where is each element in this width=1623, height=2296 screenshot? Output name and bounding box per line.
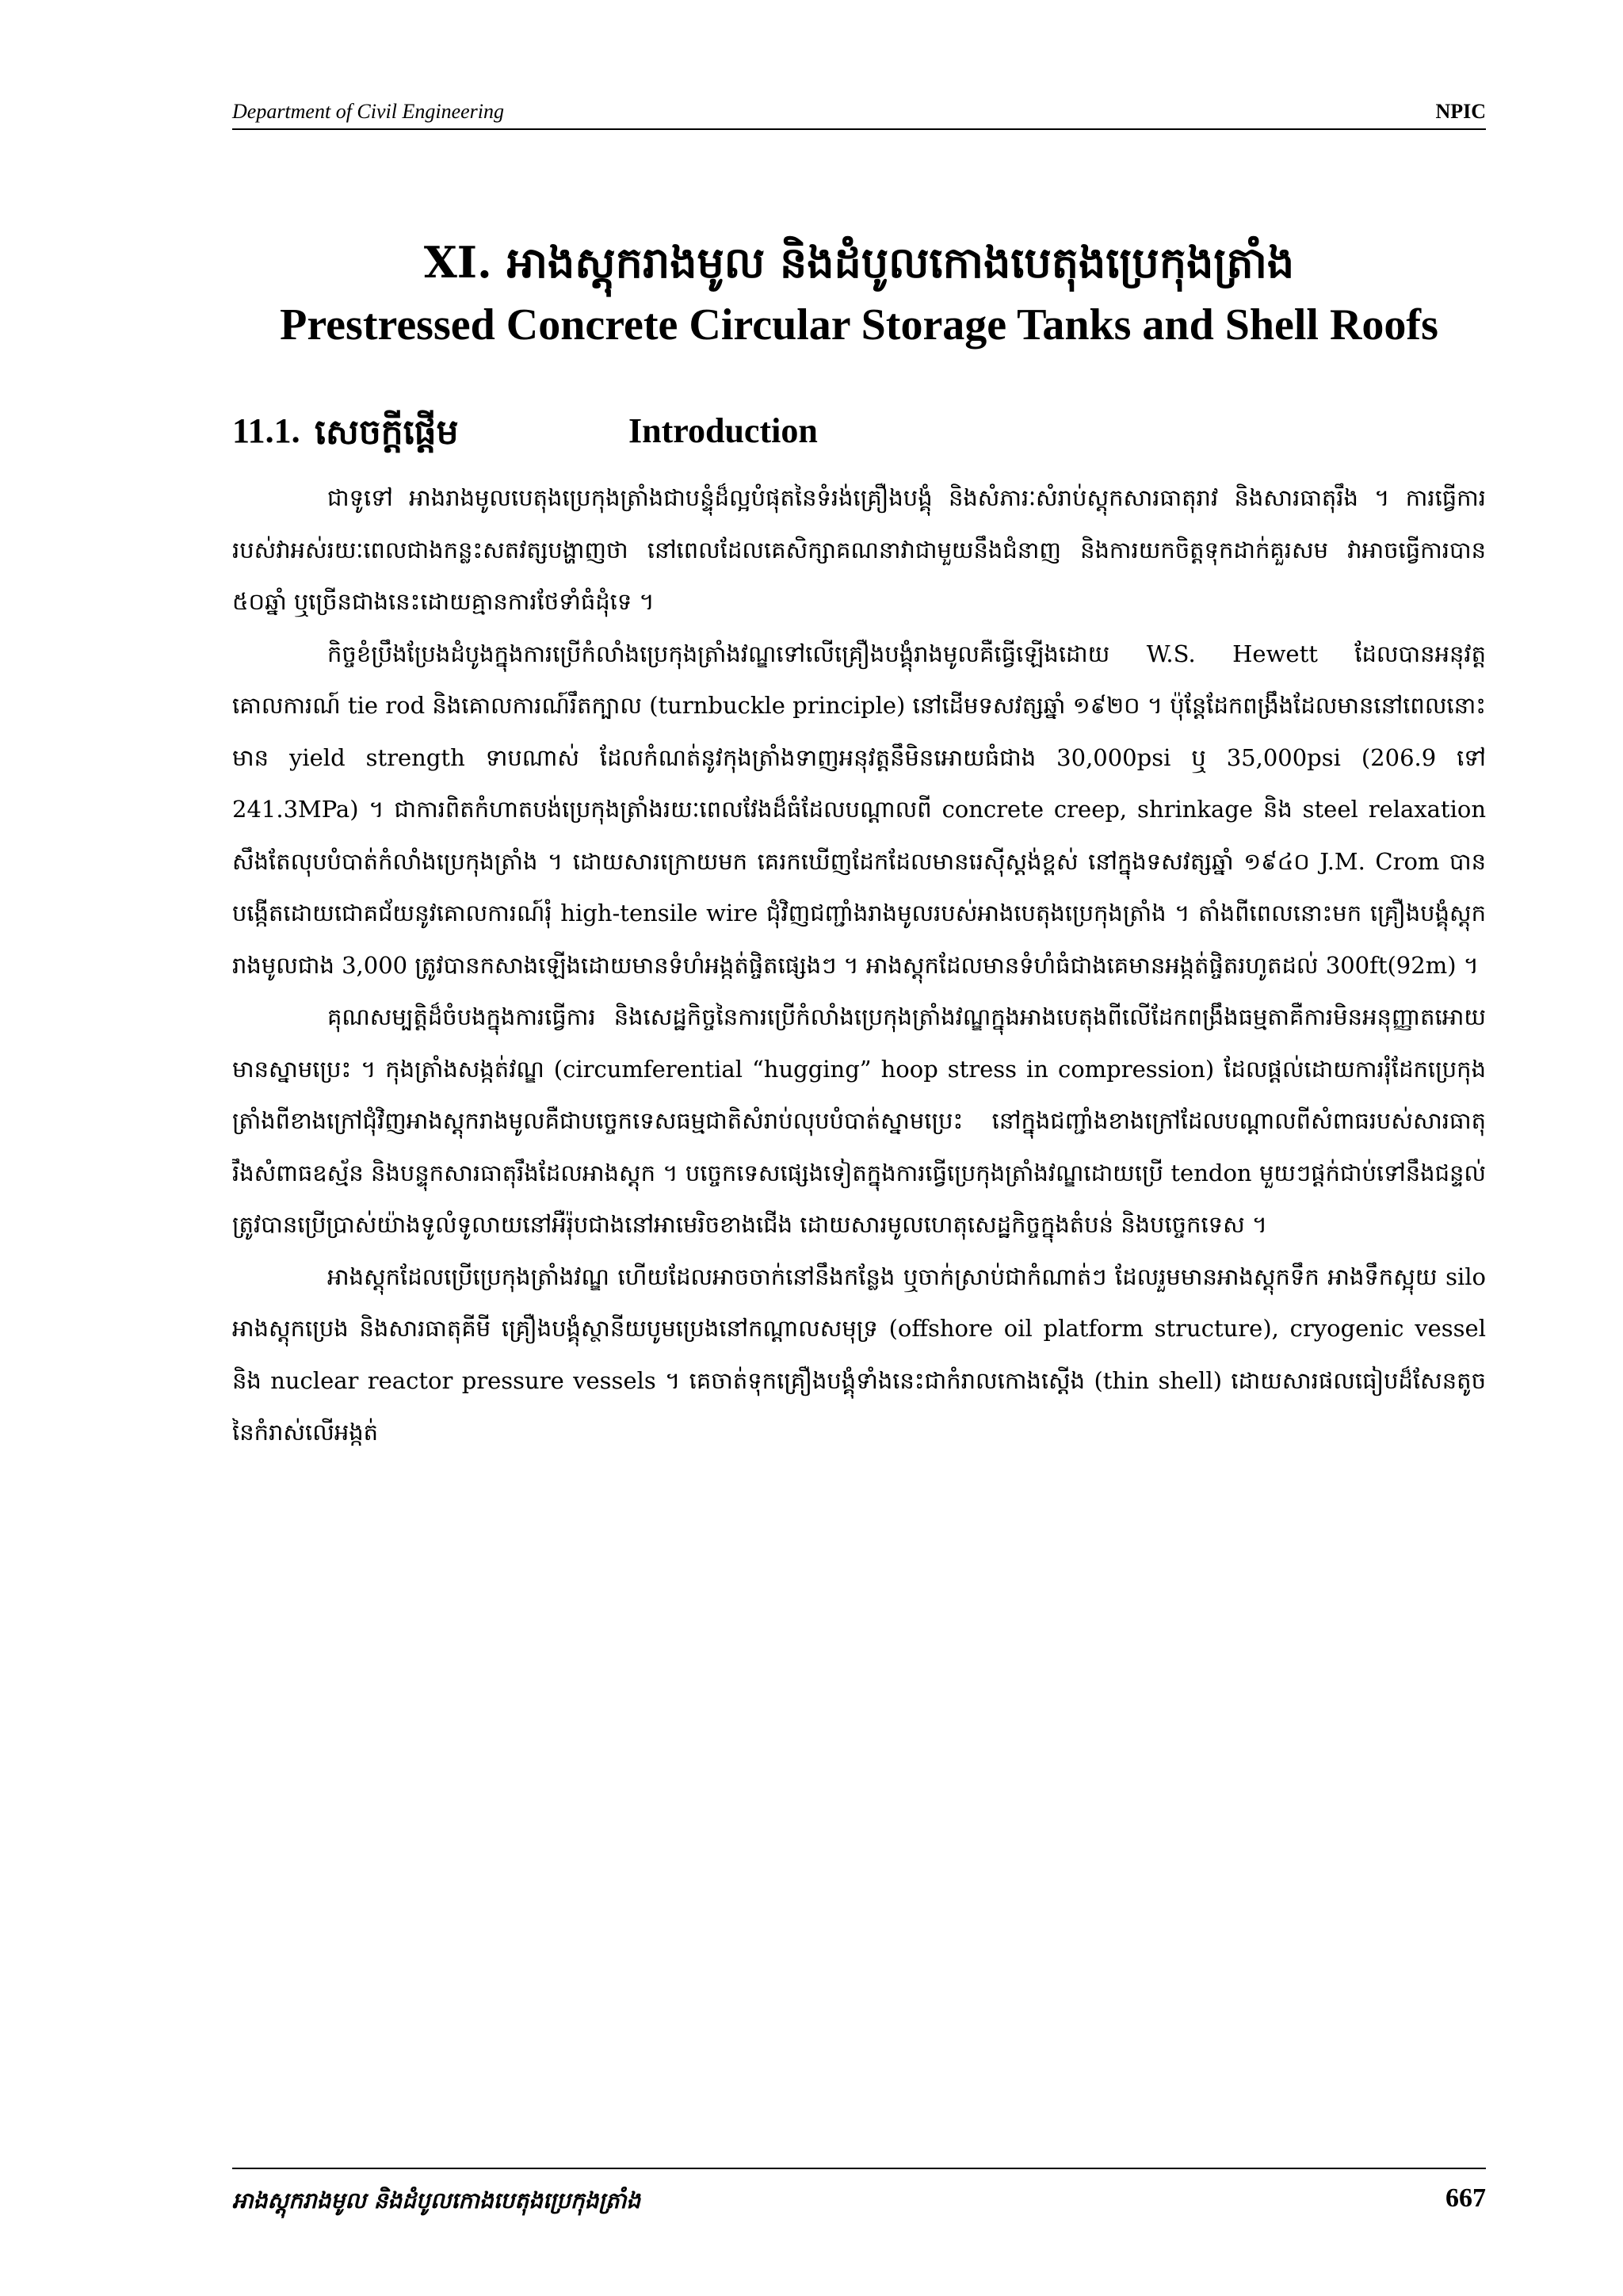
chapter-title-english: Prestressed Concrete Circular Storage Tanks and Shell Roofs (280, 300, 1438, 350)
page-footer (232, 2168, 1486, 2217)
page-header (232, 97, 1486, 130)
header-department: Department of Civil Engineering (232, 100, 505, 123)
paragraph: គុណសម្បត្តិដ៏ចំបងក្នុងការធ្វើការ និងសេដ្ឋកិច្ចនៃការប្រើកំលាំងប្រេកុងត្រាំងវណ្ឌក្នុងអាងបេតុងពីលើដែកពង្រឹងធម្មតាគឺការមិនអនុញ្ញាតអោយមានស្នាមប្រេះ ។ កុងត្រាំងសង្កត់វណ្ឌ (circumferential “hugging” hoop stress in compression) ដែលផ្តល់ដោយការរុំដែកប្រេកុងត្រាំងពីខាងក្រៅជុំវិញអាងស្តុករាងមូលគឺជាបច្ចេកទេសធម្មជាតិសំរាប់លុបបំបាត់ស្នាមប្រេះ នៅក្នុងជញ្ជាំងខាងក្រៅដែលបណ្តាលពីសំពាធរបស់សារធាតុរឹងសំពាធឧស្ម័ន និងបន្ទុកសារធាតុរឹងដែលអាងស្តុក ។ បច្ចេកទេសផ្សេងទៀតក្នុងការធ្វើប្រេកុងត្រាំងវណ្ឌដោយប្រើ tendon មួយៗផ្តក់ជាប់ទៅនឹងជន្ទល់ត្រូវបានប្រើប្រាស់យ៉ាងទូលំទូលាយនៅអឺរ៉ុបជាងនៅអាមេរិចខាងជើង ដោយសារមូលហេតុសេដ្ឋកិច្ចក្នុងតំបន់ និងបច្ចេកទេស ។ (232, 1003, 1486, 1238)
body-text (232, 472, 1486, 2113)
header-institution: NPIC (1435, 100, 1486, 123)
section-title-english: Introduction (628, 411, 818, 450)
section-title-khmer: សេចក្តីផ្តើម (315, 412, 459, 453)
section-number: 11.1. (232, 411, 300, 450)
paragraph: ជាទូទៅ អាងរាងមូលបេតុងប្រេកុងត្រាំងជាបន្ទុំដ៏ល្អបំផុតនៃទំរង់គ្រឿងបង្គុំ និងសំភារៈសំរាប់ស្តុកសារធាតុរាវ និងសារធាតុរឹង ។ ការធ្វើការរបស់វាអស់រយៈពេលជាងកន្លះសតវត្សបង្ហាញថា នៅពេលដែលគេសិក្សាគណនាវាជាមួយនឹងជំនាញ និងការយកចិត្តទុកដាក់គួរសម វាអាចធ្វើការបាន ៥០ឆ្នាំ ឬច្រើនជាងនេះដោយគ្មានការថែទាំធំដុំទេ ។ (232, 484, 1486, 615)
chapter-title-khmer: XI. អាងស្តុករាងមូល និងដំបូលកោងបេតុងប្រេកុងត្រាំង (423, 237, 1295, 288)
paragraph: កិច្ចខំប្រឹងប្រែងដំបូងក្នុងការប្រើកំលាំងប្រេកុងត្រាំងវណ្ឌទៅលើគ្រឿងបង្គុំរាងមូលគឺធ្វើឡើងដោយ W.S. Hewett ដែលបានអនុវត្តគោលការណ៍ tie rod និងគោលការណ៍រឹតក្បាល (turnbuckle principle) នៅដើមទសវត្សឆ្នាំ ១៩២០ ។ ប៉ុន្តែដែកពង្រឹងដែលមាននៅពេលនោះមាន yield strength ទាបណាស់ ដែលកំណត់នូវកុងត្រាំងទាញអនុវត្តនឹមិនអោយធំជាង 30,000psi ឬ 35,000psi (206.9 ទៅ 241.3MPa) ។ ជាការពិតកំហាតបង់ប្រេកុងត្រាំងរយៈពេលវែងដ៏ធំដែលបណ្តាលពី concrete creep, shrinkage និង steel relaxation សឹងតែលុបបំបាត់កំលាំងប្រេកុងត្រាំង ។ ដោយសារក្រោយមក គេរកឃើញដែកដែលមានរេស៊ីស្តង់ខ្ពស់ នៅក្នុងទសវត្សឆ្នាំ ១៩៤០ J.M. Crom បានបង្កើតដោយជោគជ័យនូវគោលការណ៍រុំ high-tensile wire ជុំវិញជញ្ជាំងរាងមូលរបស់អាងបេតុងប្រេកុងត្រាំង ។ តាំងពីពេលនោះមក គ្រឿងបង្គុំស្តុករាងមូលជាង 3,000 ត្រូវបានកសាងឡើងដោយមានទំហំអង្កត់ផ្ចិតផ្សេងៗ ។ អាងស្តុកដែលមានទំហំធំជាងគេមានអង្កត់ផ្ចិតរហូតដល់ 300ft(92m) ។ (232, 640, 1486, 979)
page-number: 667 (1445, 2183, 1486, 2213)
section-heading (232, 411, 1486, 458)
footer-book-title: អាងស្តុករាងមូល និងដំបូលកោងបេតុងប្រេកុងត្រាំង (232, 2187, 641, 2214)
paragraph: អាងស្តុកដែលប្រើប្រេកុងត្រាំងវណ្ឌ ហើយដែលអាចចាក់នៅនឹងកន្លែង ឬចាក់ស្រាប់ជាកំណាត់ៗ ដែលរួមមានអាងស្តុកទឹក អាងទឹកស្អុយ silo អាងស្តុកប្រេង និងសារធាតុគីមី គ្រឿងបង្គុំស្ថានីយបូមប្រេងនៅកណ្តាលសមុទ្រ (offshore oil platform structure), cryogenic vessel និង nuclear reactor pressure vessels ។ គេចាត់ទុកគ្រឿងបង្គុំទាំងនេះជាកំរាលកោងស្តើង (thin shell) ដោយសារផលធៀបដ៏សែនតូចនៃកំរាស់លើអង្កត់ (232, 1263, 1486, 1446)
